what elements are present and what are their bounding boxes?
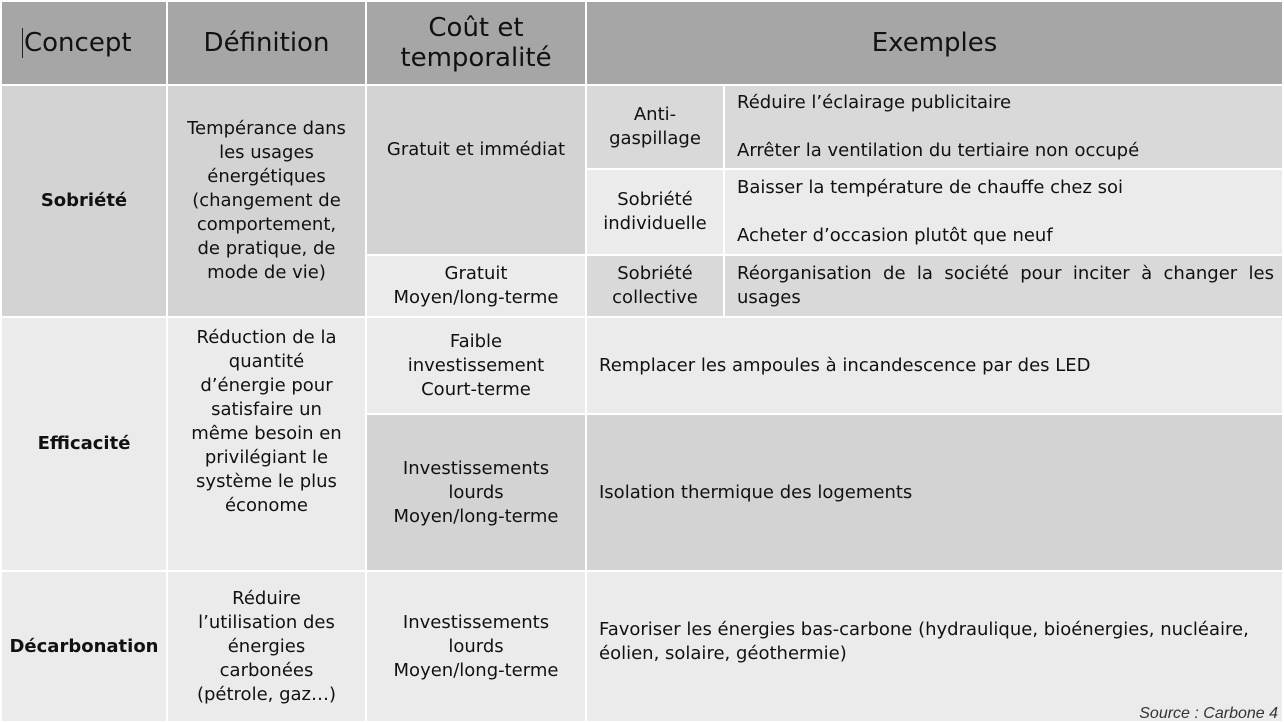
cost-efficacite-low: Faible investissement Court-terme — [366, 317, 586, 414]
cost-sobriete-free-immediate: Gratuit et immédiat — [366, 85, 586, 255]
header-definition: Définition — [167, 1, 366, 85]
efficacite-row-1 — [1, 317, 1283, 414]
example-efficacite-led: Remplacer les ampoules à incandescence par des LED — [586, 317, 1283, 414]
header-cost — [366, 1, 586, 85]
cost-decarbonation: Investissements lourds Moyen/long-terme — [366, 571, 586, 722]
header-cost-line2: temporalité — [400, 43, 552, 73]
header-concept: Concept — [1, 1, 167, 85]
definition-decarbonation: Réduire l’utilisation des énergies carbonées (pétrole, gaz…) — [167, 571, 366, 722]
concept-sobriete: Sobriété — [1, 85, 167, 317]
sobriete-row-1 — [1, 85, 1283, 169]
text-cursor — [22, 28, 23, 58]
examples-sobriete-individuelle: Baisser la température de chauffe chez soi Acheter d’occasion plutôt que neuf — [724, 169, 1283, 255]
header-row — [1, 1, 1283, 85]
examples-sobriete-collective: Réorganisation de la société pour inciter à changer les usages — [724, 255, 1283, 317]
decarbonation-row — [1, 571, 1283, 722]
header-cost-line1: Coût et — [428, 13, 524, 43]
concept-efficacite: Efficacité — [1, 317, 167, 571]
example-efficacite-isolation: Isolation thermique des logements — [586, 414, 1283, 571]
cost-efficacite-heavy: Investissements lourds Moyen/long-terme — [366, 414, 586, 571]
sub-sobriete-collective: Sobriété collective — [586, 255, 724, 317]
header-examples: Exemples — [586, 1, 1283, 85]
definition-sobriete: Tempérance dans les usages énergétiques (changement de comportement, de pratique, de mode de vie) — [167, 85, 366, 317]
examples-anti-gaspillage: Réduire l’éclairage publicitaire Arrêter la ventilation du tertiaire non occupé — [724, 85, 1283, 169]
sub-anti-gaspillage: Anti- gaspillage — [586, 85, 724, 169]
source-caption: Source : Carbone 4 — [1139, 705, 1278, 722]
concept-decarbonation: Décarbonation — [1, 571, 167, 722]
example-decarbonation: Favoriser les énergies bas-carbone (hydraulique, bioénergies, nucléaire, éolien, solaire, géothermie) — [586, 571, 1283, 722]
sub-sobriete-individuelle: Sobriété individuelle — [586, 169, 724, 255]
definition-efficacite: Réduction de la quantité d’énergie pour satisfaire un même besoin en privilégiant le système le plus économe — [167, 317, 366, 571]
cost-sobriete-free-long-term: Gratuit Moyen/long-terme — [366, 255, 586, 317]
